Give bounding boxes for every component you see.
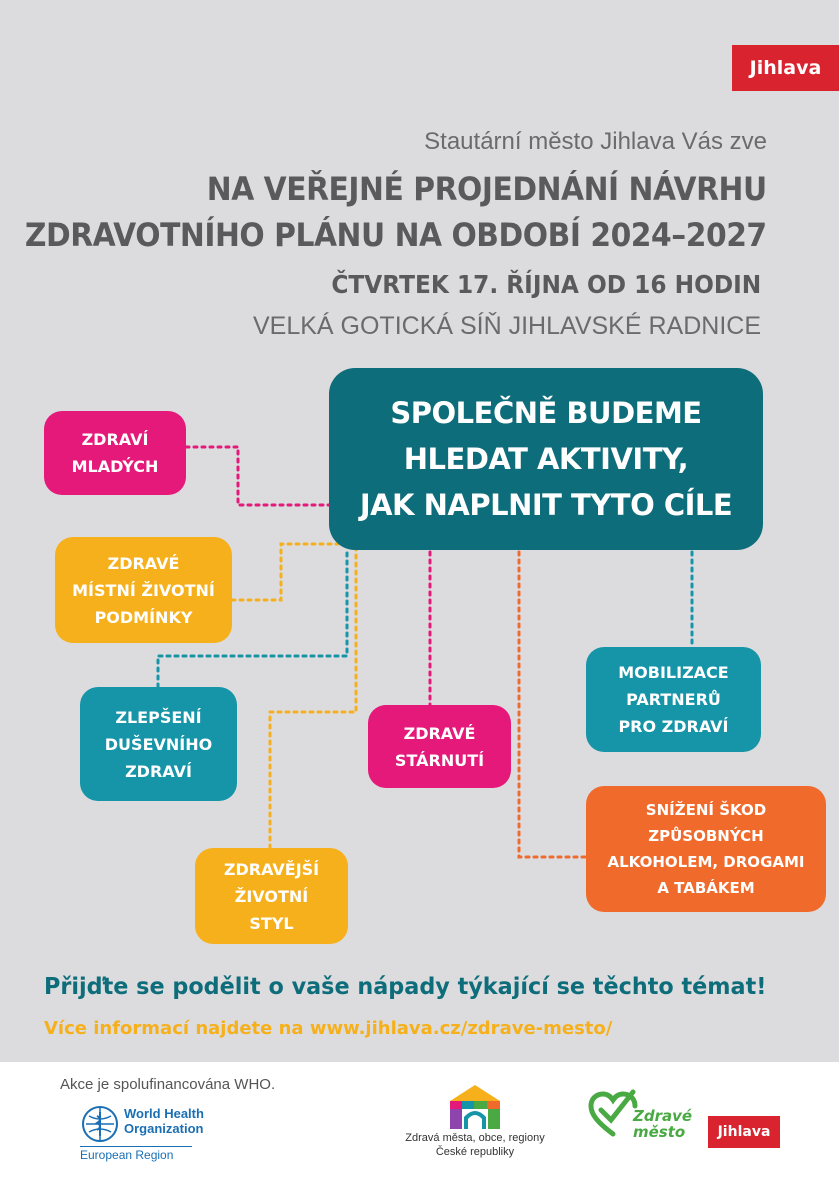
zdrava-mesta-caption-line-1: Zdravá města, obce, regiony xyxy=(405,1132,545,1144)
who-name-line-1: World Health xyxy=(124,1106,204,1121)
central-goal-box xyxy=(329,368,763,550)
topic-dusevni-zdravi: ZLEPŠENÍ DUŠEVNÍHO ZDRAVÍ xyxy=(80,687,237,801)
who-name-line-2: Organization xyxy=(124,1121,204,1136)
zdrava-mesta-caption xyxy=(400,1131,550,1159)
zdrave-mesto-line-2: město xyxy=(633,1123,686,1141)
zdrava-mesta-logo-icon xyxy=(446,1081,504,1131)
invitation-line: Stautární město Jihlava Vás zve xyxy=(424,128,767,155)
topic-zdrave-starnuti: ZDRAVÉ STÁRNUTÍ xyxy=(368,705,511,788)
event-venue: VELKÁ GOTICKÁ SÍŇ JIHLAVSKÉ RADNICE xyxy=(252,312,761,340)
zdrave-mesto-line-1: Zdravé xyxy=(633,1107,693,1125)
who-emblem-icon xyxy=(80,1104,120,1144)
zdrava-mesta-caption-line-2: České republiky xyxy=(435,1146,515,1158)
central-goal-text: SPOLEČNĚ BUDEME HLEDAT AKTIVITY, JAK NAPLNIT TYTO CÍLE xyxy=(359,396,733,522)
connector-zdravi-mladych xyxy=(186,447,329,505)
cofinance-note: Akce je spolufinancována WHO. xyxy=(60,1076,276,1093)
call-to-action: Přijďte se podělit o vaše nápady týkající se těchto témat! xyxy=(44,974,767,1000)
connector-zdravejsi-styl xyxy=(270,548,356,848)
who-name xyxy=(124,1106,204,1136)
zdrave-mesto-logo-text xyxy=(633,1108,692,1140)
connector-snizeni-skod xyxy=(519,552,586,857)
topic-mobilizace-partneru: MOBILIZACE PARTNERŮ PRO ZDRAVÍ xyxy=(586,647,761,752)
topic-zdravi-mladych: ZDRAVÍ MLADÝCH xyxy=(44,411,186,495)
heart-icon xyxy=(587,1088,639,1140)
connector-mistni-podminky xyxy=(232,544,338,600)
headline-line-2: ZDRAVOTNÍHO PLÁNU NA OBDOBÍ 2024–2027 xyxy=(25,216,767,254)
headline-line-1: NA VEŘEJNÉ PROJEDNÁNÍ NÁVRHU xyxy=(207,170,767,208)
event-date: ČTVRTEK 17. ŘÍJNA OD 16 HODIN xyxy=(331,270,761,299)
who-region: European Region xyxy=(80,1146,192,1162)
zdrave-mesto-jihlava-badge: Jihlava xyxy=(708,1116,780,1148)
more-info-link[interactable]: Více informací najdete na www.jihlava.cz/zdrave-mesto/ xyxy=(44,1018,613,1039)
jihlava-badge: Jihlava xyxy=(732,45,839,91)
topic-zdravejsi-styl: ZDRAVĚJŠÍ ŽIVOTNÍ STYL xyxy=(195,848,348,944)
topic-mistni-podminky: ZDRAVÉ MÍSTNÍ ŽIVOTNÍ PODMÍNKY xyxy=(55,537,232,643)
topic-snizeni-skod: SNÍŽENÍ ŠKOD ZPŮSOBNÝCH ALKOHOLEM, DROGAMI A TABÁKEM xyxy=(586,786,826,912)
